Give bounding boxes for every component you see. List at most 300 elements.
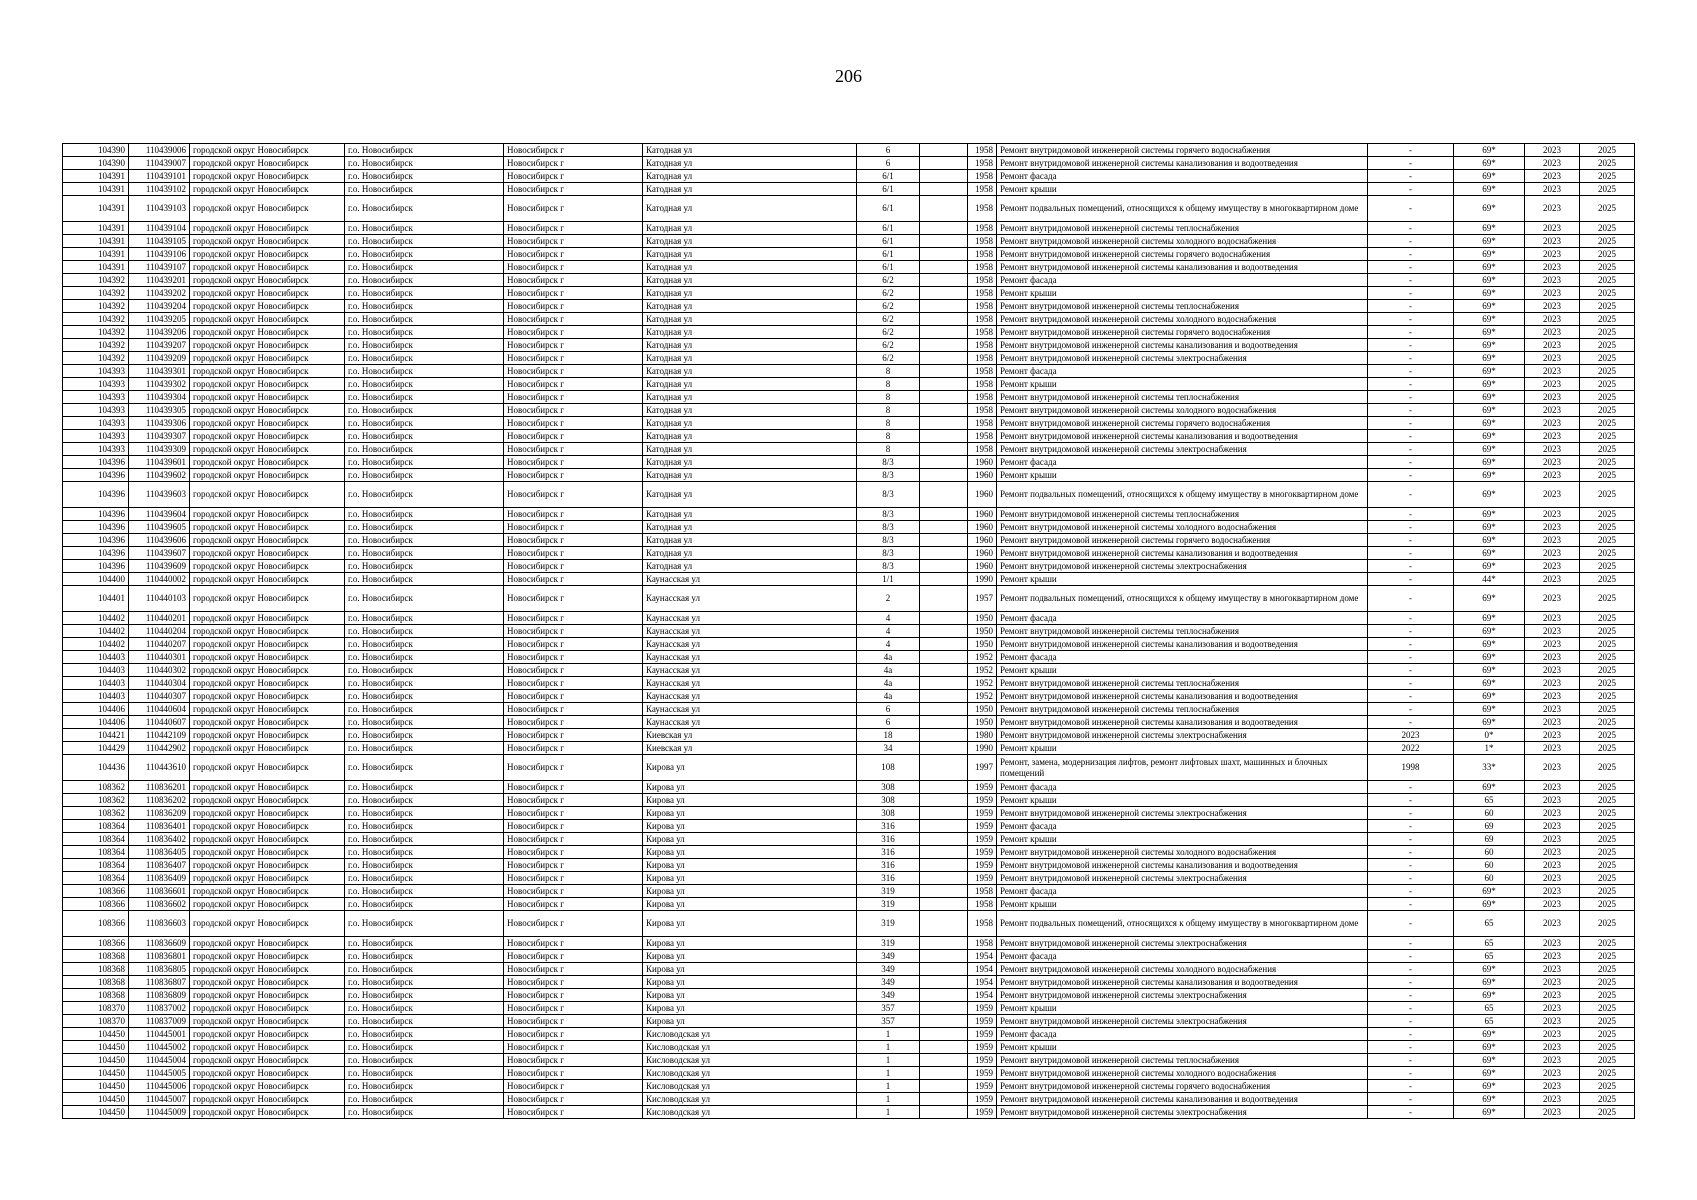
last-repair-year-cell: -: [1368, 859, 1454, 872]
street-cell: Кирова ул: [643, 937, 857, 950]
house-id-cell: 104390: [63, 144, 129, 157]
build-year-cell: 1958: [968, 339, 997, 352]
house-id-cell: 104403: [63, 664, 129, 677]
house-id-cell: 104450: [63, 1041, 129, 1054]
house-id-cell: 108370: [63, 1002, 129, 1015]
municipal-district-cell: городской округ Новосибирск: [190, 651, 345, 664]
municipality-cell: г.о. Новосибирск: [345, 365, 504, 378]
house-number-cell: 6/2: [857, 352, 920, 365]
street-cell: Катодная ул: [643, 365, 857, 378]
build-year-cell: 1952: [968, 690, 997, 703]
municipal-district-cell: городской округ Новосибирск: [190, 547, 345, 560]
municipality-cell: г.о. Новосибирск: [345, 1106, 504, 1119]
house-number-cell: 8/3: [857, 456, 920, 469]
house-id-cell: 104391: [63, 261, 129, 274]
municipal-district-cell: городской округ Новосибирск: [190, 664, 345, 677]
work-type-cell: Ремонт фасада: [997, 950, 1368, 963]
house-id-cell: 104401: [63, 586, 129, 612]
municipality-cell: г.о. Новосибирск: [345, 482, 504, 508]
settlement-cell: Новосибирск г: [504, 729, 643, 742]
plan-start-year-cell: 2023: [1525, 183, 1580, 196]
street-cell: Катодная ул: [643, 196, 857, 222]
house-id-cell: 104403: [63, 690, 129, 703]
last-repair-year-cell: -: [1368, 1028, 1454, 1041]
municipality-cell: г.о. Новосибирск: [345, 573, 504, 586]
house-id-cell: 108364: [63, 833, 129, 846]
table-row: [63, 352, 1635, 365]
municipal-district-cell: городской округ Новосибирск: [190, 456, 345, 469]
plan-end-year-cell: 2025: [1580, 274, 1635, 287]
wear-percent-cell: 69*: [1454, 664, 1525, 677]
work-id-cell: 110836402: [129, 833, 190, 846]
work-type-cell: Ремонт внутридомовой инженерной системы канализования и водоотведения: [997, 430, 1368, 443]
build-year-cell: 1950: [968, 612, 997, 625]
table-row: [63, 755, 1635, 781]
street-cell: Кисловодская ул: [643, 1106, 857, 1119]
last-repair-year-cell: -: [1368, 872, 1454, 885]
table-row: [63, 157, 1635, 170]
last-repair-year-cell: -: [1368, 196, 1454, 222]
settlement-cell: Новосибирск г: [504, 872, 643, 885]
table-row: [63, 443, 1635, 456]
table-row: [63, 638, 1635, 651]
street-cell: Катодная ул: [643, 443, 857, 456]
building-cell: [920, 716, 968, 729]
table-row: [63, 651, 1635, 664]
table-row: [63, 183, 1635, 196]
building-cell: [920, 365, 968, 378]
plan-start-year-cell: 2023: [1525, 391, 1580, 404]
house-id-cell: 104393: [63, 404, 129, 417]
settlement-cell: Новосибирск г: [504, 651, 643, 664]
municipality-cell: г.о. Новосибирск: [345, 664, 504, 677]
last-repair-year-cell: -: [1368, 170, 1454, 183]
house-number-cell: 349: [857, 976, 920, 989]
house-id-cell: 104392: [63, 326, 129, 339]
municipality-cell: г.о. Новосибирск: [345, 417, 504, 430]
last-repair-year-cell: -: [1368, 1002, 1454, 1015]
table-row: [63, 417, 1635, 430]
settlement-cell: Новосибирск г: [504, 183, 643, 196]
work-type-cell: Ремонт, замена, модернизация лифтов, ремонт лифтовых шахт, машинных и блочных помещений: [997, 755, 1368, 781]
municipal-district-cell: городской округ Новосибирск: [190, 352, 345, 365]
settlement-cell: Новосибирск г: [504, 1041, 643, 1054]
build-year-cell: 1990: [968, 573, 997, 586]
settlement-cell: Новосибирск г: [504, 677, 643, 690]
work-id-cell: 110439309: [129, 443, 190, 456]
build-year-cell: 1959: [968, 833, 997, 846]
municipality-cell: г.о. Новосибирск: [345, 1028, 504, 1041]
street-cell: Катодная ул: [643, 352, 857, 365]
municipal-district-cell: городской округ Новосибирск: [190, 378, 345, 391]
municipality-cell: г.о. Новосибирск: [345, 352, 504, 365]
plan-start-year-cell: 2023: [1525, 898, 1580, 911]
plan-end-year-cell: 2025: [1580, 690, 1635, 703]
build-year-cell: 1960: [968, 521, 997, 534]
table-body: [63, 144, 1635, 1119]
municipality-cell: г.о. Новосибирск: [345, 807, 504, 820]
plan-start-year-cell: 2023: [1525, 547, 1580, 560]
work-type-cell: Ремонт внутридомовой инженерной системы теплоснабжения: [997, 391, 1368, 404]
municipality-cell: г.о. Новосибирск: [345, 1067, 504, 1080]
street-cell: Кирова ул: [643, 950, 857, 963]
settlement-cell: Новосибирск г: [504, 1028, 643, 1041]
table-row: [63, 1015, 1635, 1028]
page-number: 206: [835, 66, 862, 86]
wear-percent-cell: 69*: [1454, 508, 1525, 521]
work-type-cell: Ремонт внутридомовой инженерной системы электроснабжения: [997, 1106, 1368, 1119]
municipality-cell: г.о. Новосибирск: [345, 872, 504, 885]
table-row: [63, 820, 1635, 833]
work-id-cell: 110836609: [129, 937, 190, 950]
plan-start-year-cell: 2023: [1525, 846, 1580, 859]
settlement-cell: Новосибирск г: [504, 586, 643, 612]
municipal-district-cell: городской округ Новосибирск: [190, 1080, 345, 1093]
plan-end-year-cell: 2025: [1580, 677, 1635, 690]
build-year-cell: 1954: [968, 950, 997, 963]
work-type-cell: Ремонт внутридомовой инженерной системы теплоснабжения: [997, 300, 1368, 313]
work-id-cell: 110439107: [129, 261, 190, 274]
work-type-cell: Ремонт крыши: [997, 183, 1368, 196]
municipality-cell: г.о. Новосибирск: [345, 612, 504, 625]
build-year-cell: 1958: [968, 170, 997, 183]
house-id-cell: 104393: [63, 417, 129, 430]
street-cell: Катодная ул: [643, 560, 857, 573]
work-id-cell: 110836401: [129, 820, 190, 833]
municipal-district-cell: городской округ Новосибирск: [190, 690, 345, 703]
house-number-cell: 349: [857, 989, 920, 1002]
municipal-district-cell: городской округ Новосибирск: [190, 235, 345, 248]
last-repair-year-cell: -: [1368, 625, 1454, 638]
plan-end-year-cell: 2025: [1580, 1080, 1635, 1093]
house-id-cell: 108370: [63, 1015, 129, 1028]
plan-end-year-cell: 2025: [1580, 937, 1635, 950]
table-row: [63, 560, 1635, 573]
house-number-cell: 8/3: [857, 534, 920, 547]
table-row: [63, 885, 1635, 898]
work-id-cell: 110440604: [129, 703, 190, 716]
plan-end-year-cell: 2025: [1580, 508, 1635, 521]
plan-end-year-cell: 2025: [1580, 976, 1635, 989]
plan-start-year-cell: 2023: [1525, 157, 1580, 170]
build-year-cell: 1952: [968, 651, 997, 664]
work-type-cell: Ремонт фасада: [997, 274, 1368, 287]
municipal-district-cell: городской округ Новосибирск: [190, 963, 345, 976]
table-row: [63, 781, 1635, 794]
work-type-cell: Ремонт внутридомовой инженерной системы горячего водоснабжения: [997, 326, 1368, 339]
work-id-cell: 110439609: [129, 560, 190, 573]
plan-end-year-cell: 2025: [1580, 1106, 1635, 1119]
plan-start-year-cell: 2023: [1525, 937, 1580, 950]
plan-start-year-cell: 2023: [1525, 521, 1580, 534]
plan-end-year-cell: 2025: [1580, 170, 1635, 183]
work-type-cell: Ремонт внутридомовой инженерной системы холодного водоснабжения: [997, 1067, 1368, 1080]
building-cell: [920, 781, 968, 794]
plan-start-year-cell: 2023: [1525, 729, 1580, 742]
street-cell: Кирова ул: [643, 989, 857, 1002]
work-id-cell: 110440204: [129, 625, 190, 638]
wear-percent-cell: 65: [1454, 1015, 1525, 1028]
last-repair-year-cell: -: [1368, 716, 1454, 729]
house-id-cell: 104393: [63, 391, 129, 404]
table-row: [63, 625, 1635, 638]
plan-end-year-cell: 2025: [1580, 1028, 1635, 1041]
building-cell: [920, 833, 968, 846]
wear-percent-cell: 69*: [1454, 1041, 1525, 1054]
wear-percent-cell: 65: [1454, 911, 1525, 937]
wear-percent-cell: 0*: [1454, 729, 1525, 742]
wear-percent-cell: 69*: [1454, 170, 1525, 183]
building-cell: [920, 703, 968, 716]
work-type-cell: Ремонт подвальных помещений, относящихся к общему имуществу в многоквартирном доме: [997, 911, 1368, 937]
wear-percent-cell: 69*: [1454, 677, 1525, 690]
plan-end-year-cell: 2025: [1580, 794, 1635, 807]
plan-start-year-cell: 2023: [1525, 222, 1580, 235]
settlement-cell: Новосибирск г: [504, 638, 643, 651]
last-repair-year-cell: -: [1368, 651, 1454, 664]
street-cell: Кирова ул: [643, 807, 857, 820]
wear-percent-cell: 69*: [1454, 612, 1525, 625]
work-type-cell: Ремонт внутридомовой инженерной системы канализования и водоотведения: [997, 339, 1368, 352]
table-row: [63, 1093, 1635, 1106]
plan-start-year-cell: 2023: [1525, 1054, 1580, 1067]
plan-end-year-cell: 2025: [1580, 404, 1635, 417]
wear-percent-cell: 69*: [1454, 482, 1525, 508]
house-number-cell: 316: [857, 859, 920, 872]
work-id-cell: 110439101: [129, 170, 190, 183]
last-repair-year-cell: -: [1368, 1015, 1454, 1028]
house-id-cell: 108362: [63, 781, 129, 794]
work-id-cell: 110439204: [129, 300, 190, 313]
build-year-cell: 1957: [968, 586, 997, 612]
house-id-cell: 104396: [63, 469, 129, 482]
build-year-cell: 1960: [968, 508, 997, 521]
build-year-cell: 1959: [968, 1067, 997, 1080]
house-id-cell: 104392: [63, 313, 129, 326]
last-repair-year-cell: -: [1368, 1093, 1454, 1106]
house-id-cell: 104396: [63, 560, 129, 573]
work-id-cell: 110445007: [129, 1093, 190, 1106]
table-row: [63, 521, 1635, 534]
work-type-cell: Ремонт внутридомовой инженерной системы электроснабжения: [997, 729, 1368, 742]
build-year-cell: 1958: [968, 430, 997, 443]
wear-percent-cell: 69*: [1454, 352, 1525, 365]
plan-start-year-cell: 2023: [1525, 534, 1580, 547]
table-row: [63, 833, 1635, 846]
wear-percent-cell: 69*: [1454, 1067, 1525, 1080]
work-type-cell: Ремонт фасада: [997, 820, 1368, 833]
municipal-district-cell: городской округ Новосибирск: [190, 560, 345, 573]
municipal-district-cell: городской округ Новосибирск: [190, 417, 345, 430]
building-cell: [920, 911, 968, 937]
house-number-cell: 4: [857, 625, 920, 638]
wear-percent-cell: 69*: [1454, 313, 1525, 326]
municipality-cell: г.о. Новосибирск: [345, 443, 504, 456]
building-cell: [920, 755, 968, 781]
build-year-cell: 1959: [968, 1106, 997, 1119]
house-number-cell: 1: [857, 1106, 920, 1119]
wear-percent-cell: 69*: [1454, 196, 1525, 222]
wear-percent-cell: 69*: [1454, 716, 1525, 729]
building-cell: [920, 664, 968, 677]
plan-end-year-cell: 2025: [1580, 287, 1635, 300]
last-repair-year-cell: -: [1368, 898, 1454, 911]
building-cell: [920, 287, 968, 300]
settlement-cell: Новосибирск г: [504, 534, 643, 547]
work-id-cell: 110443610: [129, 755, 190, 781]
work-type-cell: Ремонт фасада: [997, 651, 1368, 664]
municipal-district-cell: городской округ Новосибирск: [190, 573, 345, 586]
plan-end-year-cell: 2025: [1580, 716, 1635, 729]
house-number-cell: 6/1: [857, 170, 920, 183]
building-cell: [920, 976, 968, 989]
last-repair-year-cell: -: [1368, 326, 1454, 339]
work-type-cell: Ремонт внутридомовой инженерной системы горячего водоснабжения: [997, 144, 1368, 157]
last-repair-year-cell: -: [1368, 157, 1454, 170]
build-year-cell: 1958: [968, 222, 997, 235]
street-cell: Катодная ул: [643, 547, 857, 560]
last-repair-year-cell: -: [1368, 443, 1454, 456]
street-cell: Кирова ул: [643, 794, 857, 807]
municipal-district-cell: городской округ Новосибирск: [190, 911, 345, 937]
house-id-cell: 104396: [63, 547, 129, 560]
municipality-cell: г.о. Новосибирск: [345, 833, 504, 846]
municipal-district-cell: городской округ Новосибирск: [190, 859, 345, 872]
plan-start-year-cell: 2023: [1525, 911, 1580, 937]
building-cell: [920, 248, 968, 261]
house-number-cell: 349: [857, 963, 920, 976]
settlement-cell: Новосибирск г: [504, 521, 643, 534]
settlement-cell: Новосибирск г: [504, 625, 643, 638]
house-id-cell: 104392: [63, 274, 129, 287]
build-year-cell: 1952: [968, 664, 997, 677]
build-year-cell: 1950: [968, 625, 997, 638]
municipality-cell: г.о. Новосибирск: [345, 1093, 504, 1106]
work-id-cell: 110445009: [129, 1106, 190, 1119]
wear-percent-cell: 69*: [1454, 1054, 1525, 1067]
work-type-cell: Ремонт фасада: [997, 781, 1368, 794]
wear-percent-cell: 69*: [1454, 781, 1525, 794]
house-id-cell: 104403: [63, 651, 129, 664]
build-year-cell: 1959: [968, 846, 997, 859]
plan-start-year-cell: 2023: [1525, 833, 1580, 846]
plan-start-year-cell: 2023: [1525, 586, 1580, 612]
municipality-cell: г.о. Новосибирск: [345, 651, 504, 664]
building-cell: [920, 469, 968, 482]
municipal-district-cell: городской округ Новосибирск: [190, 326, 345, 339]
municipality-cell: г.о. Новосибирск: [345, 287, 504, 300]
last-repair-year-cell: -: [1368, 807, 1454, 820]
plan-start-year-cell: 2023: [1525, 430, 1580, 443]
work-id-cell: 110439307: [129, 430, 190, 443]
house-number-cell: 319: [857, 937, 920, 950]
plan-start-year-cell: 2023: [1525, 1041, 1580, 1054]
work-id-cell: 110837002: [129, 1002, 190, 1015]
municipality-cell: г.о. Новосибирск: [345, 313, 504, 326]
work-type-cell: Ремонт подвальных помещений, относящихся к общему имуществу в многоквартирном доме: [997, 586, 1368, 612]
settlement-cell: Новосибирск г: [504, 248, 643, 261]
street-cell: Кирова ул: [643, 872, 857, 885]
house-number-cell: 8: [857, 417, 920, 430]
building-cell: [920, 196, 968, 222]
last-repair-year-cell: -: [1368, 1041, 1454, 1054]
wear-percent-cell: 69*: [1454, 300, 1525, 313]
municipal-district-cell: городской округ Новосибирск: [190, 742, 345, 755]
building-cell: [920, 898, 968, 911]
work-type-cell: Ремонт внутридомовой инженерной системы канализования и водоотведения: [997, 157, 1368, 170]
settlement-cell: Новосибирск г: [504, 846, 643, 859]
house-number-cell: 8/3: [857, 521, 920, 534]
plan-start-year-cell: 2023: [1525, 170, 1580, 183]
build-year-cell: 1958: [968, 352, 997, 365]
table-row: [63, 703, 1635, 716]
house-number-cell: 6/1: [857, 248, 920, 261]
municipal-district-cell: городской округ Новосибирск: [190, 586, 345, 612]
street-cell: Катодная ул: [643, 339, 857, 352]
plan-end-year-cell: 2025: [1580, 781, 1635, 794]
house-id-cell: 104396: [63, 482, 129, 508]
plan-start-year-cell: 2023: [1525, 235, 1580, 248]
last-repair-year-cell: -: [1368, 352, 1454, 365]
work-id-cell: 110439301: [129, 365, 190, 378]
last-repair-year-cell: -: [1368, 456, 1454, 469]
work-type-cell: Ремонт крыши: [997, 898, 1368, 911]
municipal-district-cell: городской округ Новосибирск: [190, 157, 345, 170]
municipal-district-cell: городской округ Новосибирск: [190, 222, 345, 235]
last-repair-year-cell: -: [1368, 820, 1454, 833]
municipality-cell: г.о. Новосибирск: [345, 339, 504, 352]
settlement-cell: Новосибирск г: [504, 157, 643, 170]
last-repair-year-cell: -: [1368, 612, 1454, 625]
build-year-cell: 1959: [968, 1002, 997, 1015]
house-number-cell: 1: [857, 1041, 920, 1054]
build-year-cell: 1959: [968, 872, 997, 885]
settlement-cell: Новосибирск г: [504, 222, 643, 235]
work-id-cell: 110439209: [129, 352, 190, 365]
plan-end-year-cell: 2025: [1580, 482, 1635, 508]
plan-end-year-cell: 2025: [1580, 235, 1635, 248]
house-id-cell: 104391: [63, 183, 129, 196]
work-id-cell: 110439205: [129, 313, 190, 326]
street-cell: Катодная ул: [643, 157, 857, 170]
work-type-cell: Ремонт внутридомовой инженерной системы горячего водоснабжения: [997, 417, 1368, 430]
plan-start-year-cell: 2023: [1525, 859, 1580, 872]
settlement-cell: Новосибирск г: [504, 274, 643, 287]
work-id-cell: 110836209: [129, 807, 190, 820]
municipal-district-cell: городской округ Новосибирск: [190, 274, 345, 287]
municipality-cell: г.о. Новосибирск: [345, 469, 504, 482]
work-type-cell: Ремонт крыши: [997, 378, 1368, 391]
house-number-cell: 4: [857, 612, 920, 625]
wear-percent-cell: 69*: [1454, 417, 1525, 430]
last-repair-year-cell: -: [1368, 911, 1454, 937]
last-repair-year-cell: -: [1368, 963, 1454, 976]
build-year-cell: 1959: [968, 1054, 997, 1067]
build-year-cell: 1959: [968, 781, 997, 794]
work-type-cell: Ремонт внутридомовой инженерной системы горячего водоснабжения: [997, 534, 1368, 547]
municipality-cell: г.о. Новосибирск: [345, 911, 504, 937]
last-repair-year-cell: -: [1368, 833, 1454, 846]
plan-start-year-cell: 2023: [1525, 560, 1580, 573]
wear-percent-cell: 69*: [1454, 404, 1525, 417]
build-year-cell: 1959: [968, 807, 997, 820]
building-cell: [920, 859, 968, 872]
wear-percent-cell: 69*: [1454, 235, 1525, 248]
wear-percent-cell: 69*: [1454, 586, 1525, 612]
settlement-cell: Новосибирск г: [504, 560, 643, 573]
table-row: [63, 261, 1635, 274]
work-type-cell: Ремонт внутридомовой инженерной системы холодного водоснабжения: [997, 963, 1368, 976]
